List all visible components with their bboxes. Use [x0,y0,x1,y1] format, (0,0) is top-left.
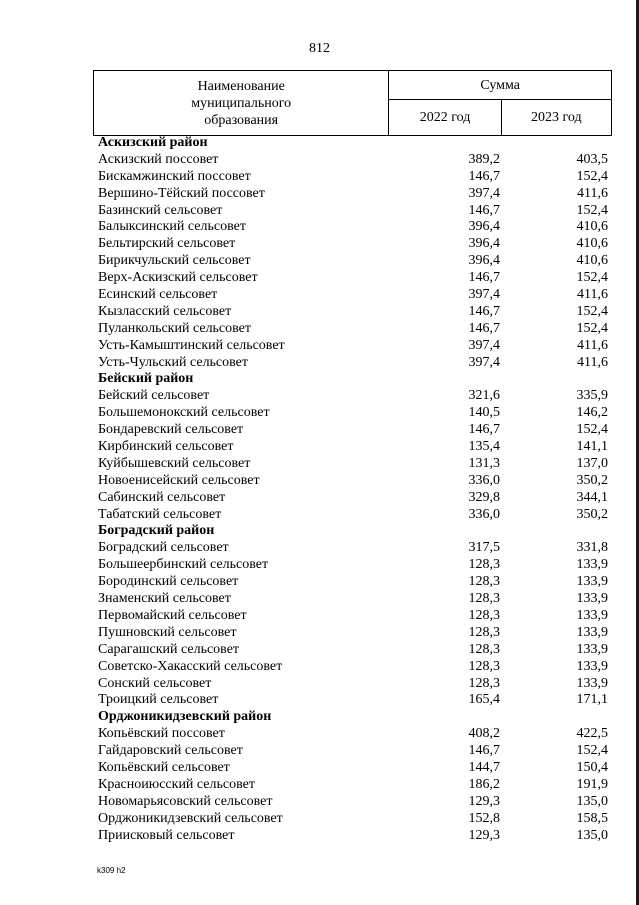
value-2023: 350,2 [576,472,608,488]
value-2022: 146,7 [468,270,500,286]
table-row [98,676,608,693]
value-2023: 152,4 [576,303,608,319]
value-2023: 410,6 [576,253,608,269]
value-2022: 129,3 [468,827,500,843]
district-name: Бейский район [98,371,194,387]
table-row [98,642,608,659]
municipality-name: Большемонокский сельсовет [98,405,270,421]
municipality-name: Первомайский сельсовет [98,607,247,623]
table-row [98,338,608,355]
municipality-name: Копьёвский сельсовет [98,759,230,775]
table-row [98,625,608,642]
value-2023: 191,9 [576,776,608,792]
municipality-name: Аскизский поссовет [98,151,219,167]
municipality-name: Бородинский сельсовет [98,574,239,590]
value-2022: 146,7 [468,168,500,184]
value-2023: 411,6 [577,337,608,353]
table-row [98,422,608,439]
header-name-line: муниципального [191,95,292,111]
table-row [98,405,608,422]
table-row [98,507,608,524]
value-2023: 135,0 [576,793,608,809]
municipality-name: Пушновский сельсовет [98,624,237,640]
header-year1-label: 2022 год [419,110,471,125]
table-row [98,152,608,169]
municipality-name: Копьёвский поссовет [98,726,225,742]
municipality-name: Бондаревский сельсовет [98,422,244,438]
table-row [98,203,608,220]
header-sum-label: Сумма [480,77,521,93]
table-body [98,135,608,844]
value-2023: 133,9 [576,675,608,691]
table-row [98,692,608,709]
district-heading-row [98,709,608,726]
header-year2-label: 2023 год [531,110,582,125]
value-2023: 133,9 [576,591,608,607]
table-row [98,591,608,608]
value-2022: 397,4 [468,287,500,303]
municipality-name: Бирикчульский сельсовет [98,253,251,269]
value-2023: 150,4 [576,759,608,775]
value-2023: 331,8 [576,540,608,556]
table-row [98,574,608,591]
district-heading-row [98,523,608,540]
value-2023: 152,4 [576,743,608,759]
value-2022: 144,7 [468,759,500,775]
value-2022: 128,3 [468,658,500,674]
municipality-name: Усть-Чульский сельсовет [98,354,249,370]
municipality-name: Красноиюсский сельсовет [98,776,255,792]
footer-code: k309 h2 [97,866,126,875]
value-2023: 152,4 [576,168,608,184]
municipality-name: Боградский сельсовет [98,540,229,556]
municipality-name: Бельтирский сельсовет [98,236,236,252]
table-row [98,169,608,186]
value-2023: 133,9 [576,557,608,573]
table-row [98,186,608,203]
value-2023: 411,6 [577,287,608,303]
municipality-name: Новомарьясовский сельсовет [98,793,273,809]
district-heading-row [98,371,608,388]
municipality-name: Бейский сельсовет [98,388,210,404]
table-row [98,557,608,574]
table-row [98,490,608,507]
value-2022: 129,3 [468,793,500,809]
table-row [98,540,608,557]
value-2022: 186,2 [468,776,500,792]
value-2023: 344,1 [576,489,608,505]
header-year2-cell [501,100,611,136]
municipality-name: Куйбышевский сельсовет [98,455,251,471]
table-row [98,828,608,845]
municipality-name: Верх-Аскизский сельсовет [98,270,258,286]
value-2022: 128,3 [468,624,500,640]
value-2022: 128,3 [468,641,500,657]
municipality-name: Знаменский сельсовет [98,591,231,607]
municipality-name: Орджоникидзевский сельсовет [98,810,283,826]
value-2022: 336,0 [468,506,500,522]
value-2022: 146,7 [468,303,500,319]
value-2023: 152,4 [576,202,608,218]
table-row [98,219,608,236]
value-2023: 411,6 [577,354,608,370]
value-2022: 397,4 [468,185,500,201]
municipality-name: Сабинский сельсовет [98,489,226,505]
municipality-name: Сонский сельсовет [98,675,212,691]
municipality-name: Кызласский сельсовет [98,303,232,319]
value-2022: 140,5 [468,405,500,421]
municipality-name: Гайдаровский сельсовет [98,743,243,759]
table-row [98,321,608,338]
municipality-name: Приисковый сельсовет [98,827,235,843]
municipality-name: Пуланкольский сельсовет [98,320,252,336]
municipality-name: Есинский сельсовет [98,287,218,303]
table-row [98,473,608,490]
municipality-name: Вершино-Тёйский поссовет [98,185,265,201]
header-name-line: образования [204,112,279,128]
value-2022: 321,6 [468,388,500,404]
value-2022: 146,7 [468,743,500,759]
table-row [98,811,608,828]
value-2023: 335,9 [576,388,608,404]
value-2022: 146,7 [468,202,500,218]
value-2022: 128,3 [468,557,500,573]
municipality-name: Усть-Камыштинский сельсовет [98,337,285,353]
district-name: Орджоникидзевский район [98,709,272,725]
municipality-name: Сарагашский сельсовет [98,641,240,657]
municipality-name: Троицкий сельсовет [98,692,219,708]
municipality-name: Балыксинский сельсовет [98,219,246,235]
value-2023: 146,2 [576,405,608,421]
value-2023: 171,1 [576,692,608,708]
table-row [98,743,608,760]
value-2022: 396,4 [468,219,500,235]
value-2023: 133,9 [576,607,608,623]
value-2022: 408,2 [468,726,500,742]
value-2022: 317,5 [468,540,500,556]
value-2022: 128,3 [468,591,500,607]
value-2022: 396,4 [468,236,500,252]
value-2023: 422,5 [576,726,608,742]
header-name-cell [94,71,389,136]
table-row [98,760,608,777]
table-row [98,287,608,304]
value-2022: 152,8 [468,810,500,826]
table-row [98,270,608,287]
table-row [98,777,608,794]
value-2023: 152,4 [576,270,608,286]
table-row [98,388,608,405]
value-2022: 397,4 [468,354,500,370]
value-2023: 135,0 [576,827,608,843]
value-2022: 135,4 [468,439,500,455]
value-2022: 131,3 [468,455,500,471]
table-row [98,608,608,625]
district-heading-row [98,135,608,152]
header-sum-cell [389,71,612,100]
value-2023: 403,5 [576,151,608,167]
municipality-name: Кирбинский сельсовет [98,439,234,455]
table-row [98,236,608,253]
value-2022: 128,3 [468,607,500,623]
value-2022: 146,7 [468,320,500,336]
value-2023: 137,0 [576,455,608,471]
municipality-name: Бискамжинский поссовет [98,168,251,184]
value-2022: 336,0 [468,472,500,488]
value-2023: 152,4 [576,422,608,438]
municipality-name: Большеербинский сельсовет [98,557,269,573]
table-row [98,456,608,473]
value-2023: 411,6 [577,185,608,201]
district-name: Аскизский район [98,135,208,150]
value-2022: 329,8 [468,489,500,505]
value-2023: 133,9 [576,658,608,674]
table-row [98,726,608,743]
district-name: Боградский район [98,523,215,539]
value-2022: 389,2 [468,151,500,167]
value-2023: 410,6 [576,236,608,252]
value-2022: 128,3 [468,574,500,590]
table-row [98,253,608,270]
value-2023: 133,9 [576,624,608,640]
municipality-name: Новоенисейский сельсовет [98,472,260,488]
table-row [98,355,608,372]
value-2023: 158,5 [576,810,608,826]
value-2022: 397,4 [468,337,500,353]
municipality-name: Табатский сельсовет [98,506,222,522]
municipality-name: Базинский сельсовет [98,202,223,218]
table-row [98,304,608,321]
value-2023: 133,9 [576,574,608,590]
value-2023: 350,2 [576,506,608,522]
table-header [93,70,612,136]
value-2022: 128,3 [468,675,500,691]
table-row [98,659,608,676]
value-2023: 152,4 [576,320,608,336]
value-2022: 146,7 [468,422,500,438]
value-2023: 141,1 [576,439,608,455]
page-number: 812 [309,41,330,56]
municipality-name: Советско-Хакасский сельсовет [98,658,283,674]
header-name-line: Наименование [197,78,285,94]
value-2022: 396,4 [468,253,500,269]
header-year1-cell [389,100,501,136]
table-row [98,439,608,456]
table-row [98,794,608,811]
value-2023: 410,6 [576,219,608,235]
value-2023: 133,9 [576,641,608,657]
value-2022: 165,4 [468,692,500,708]
